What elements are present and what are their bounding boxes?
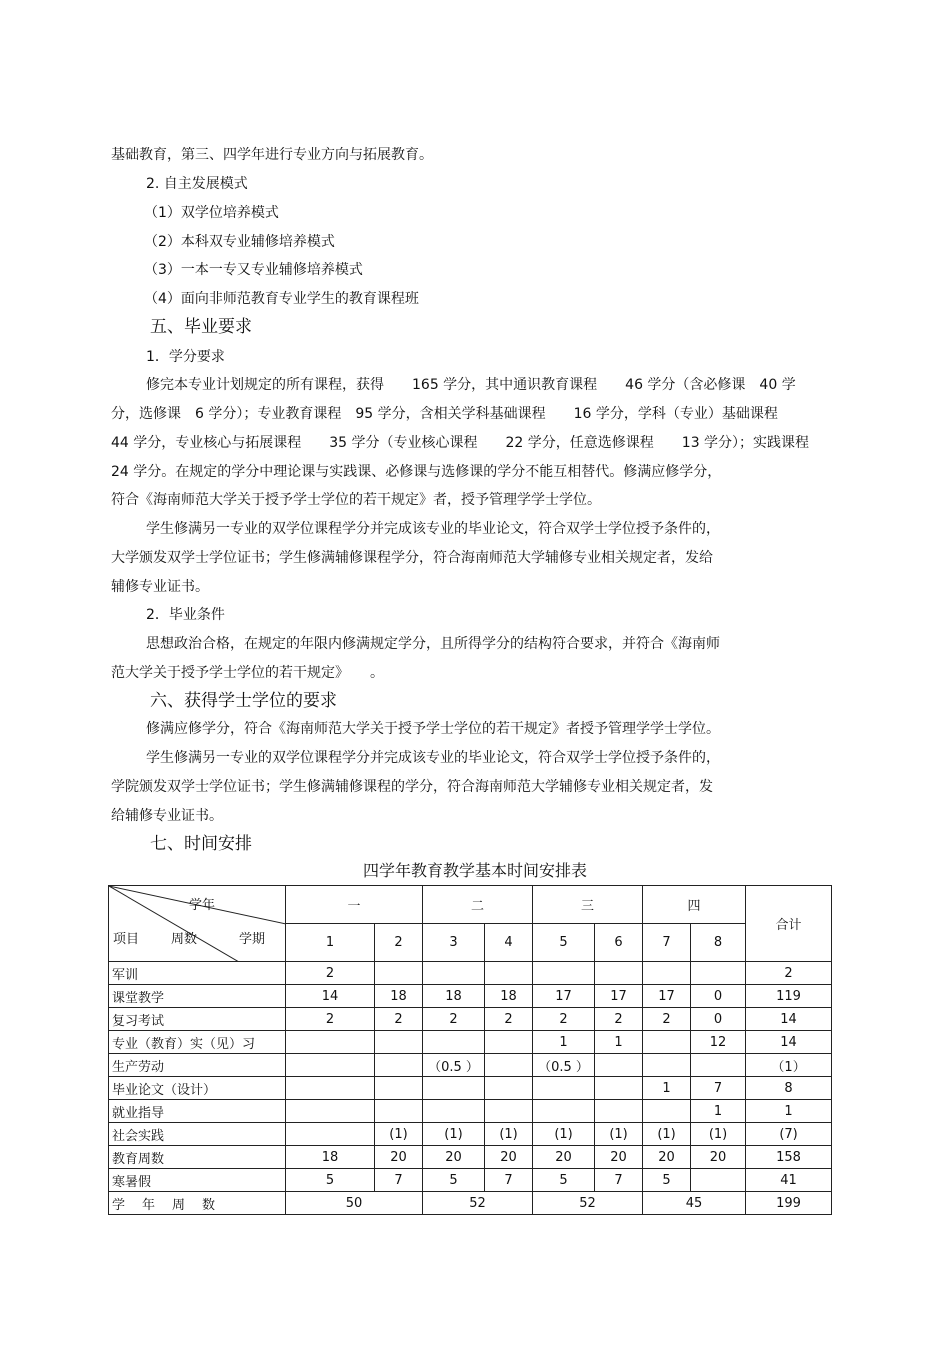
para-line: 分，选修课 6 学分）；专业教育课程 95 学分，含相关学科基础课程 16 学分，学科（专业）基础课程 [111,406,778,422]
para-line: 思想政治合格，在规定的年限内修满规定学分，且所得学分的结构符合要求，并符合《海南师 [146,636,720,652]
list-item: （3）一本一专又专业辅修培养模式 [144,262,363,278]
table-row [109,1123,832,1146]
year-header: 二 [423,886,533,924]
row-total: 1 [746,1100,832,1123]
year-header: 四 [643,886,746,924]
table-cell: 17 [595,985,643,1008]
table-cell [533,962,595,985]
table-cell: （0.5 ） [423,1054,485,1077]
table-cell: (1) [423,1123,485,1146]
row-label: 专业（教育）实（见）习 [109,1031,286,1054]
table-row [109,1100,832,1123]
table-cell [423,1077,485,1100]
year-weeks-cell: 50 [286,1192,423,1215]
table-cell [595,1077,643,1100]
section-heading-graduation: 五、毕业要求 [150,317,252,337]
corner-term-label: 学期 [239,932,266,947]
row-label: 复习考试 [109,1008,286,1031]
table-cell [643,1031,691,1054]
subheading-credits: 1．学分要求 [146,349,225,365]
table-cell: 2 [375,1008,423,1031]
subheading-conditions: 2．毕业条件 [146,607,225,623]
para-line: 学生修满另一专业的双学位课程学分并完成该专业的毕业论文，符合双学士学位授予条件的， [146,750,720,766]
table-cell: 7 [485,1169,533,1192]
row-label: 生产劳动 [109,1054,286,1077]
table-cell: 2 [286,1008,375,1031]
table-cell [375,1054,423,1077]
table-cell: (1) [691,1123,746,1146]
table-cell [595,1054,643,1077]
corner-item-label: 项目 [113,932,140,947]
term-header: 4 [485,924,533,962]
table-row [109,1054,832,1077]
term-header: 1 [286,924,375,962]
table-cell [485,1031,533,1054]
table-cell [286,1054,375,1077]
year-weeks-cell: 45 [643,1192,746,1215]
table-cell: 5 [533,1169,595,1192]
table-cell: 20 [423,1146,485,1169]
section-heading-schedule: 七、时间安排 [150,834,252,854]
term-header: 3 [423,924,485,962]
year-weeks-label: 学 年 周 数 [109,1192,286,1215]
table-cell: 17 [643,985,691,1008]
table-cell: 7 [691,1077,746,1100]
table-cell [423,1100,485,1123]
table-cell: 0 [691,985,746,1008]
para-line: 给辅修专业证书。 [111,808,223,824]
para-line: 学生修满另一专业的双学位课程学分并完成该专业的毕业论文，符合双学士学位授予条件的， [146,521,720,537]
table-cell: 20 [643,1146,691,1169]
para-line: 修完本专业计划规定的所有课程，获得 165 学分，其中通识教育课程 46 学分（含必修课 40 学 [146,377,796,393]
corner-weeks-label: 周数 [171,932,198,947]
para-line: 44 学分，专业核心与拓展课程 35 学分（专业核心课程 22 学分，任意选修课程 13 学分）；实践课程 [111,435,810,451]
table-cell [533,1077,595,1100]
row-total: 158 [746,1146,832,1169]
section-heading-degree: 六、获得学士学位的要求 [150,691,337,711]
table-cell [691,1054,746,1077]
row-total: 14 [746,1031,832,1054]
para-line: 学院颁发双学士学位证书；学生修满辅修课程的学分，符合海南师范大学辅修专业相关规定者，发 [111,779,713,795]
table-row [109,1169,832,1192]
table-cell [423,1031,485,1054]
row-label: 毕业论文（设计） [109,1077,286,1100]
table-row [109,962,832,985]
table-cell: 17 [533,985,595,1008]
table-row [109,985,832,1008]
table-cell: 12 [691,1031,746,1054]
row-total: （1） [746,1054,832,1077]
list-item: （1）双学位培养模式 [144,205,279,221]
table-title: 四学年教育教学基本时间安排表 [362,861,587,880]
corner-year-label: 学年 [189,898,216,913]
table-cell: 20 [595,1146,643,1169]
row-total: (7) [746,1123,832,1146]
table-cell: 2 [595,1008,643,1031]
para-line: 范大学关于授予学士学位的若干规定》 。 [111,665,384,681]
table-cell: (1) [533,1123,595,1146]
table-cell [595,962,643,985]
table-cell [533,1100,595,1123]
table-cell [691,1169,746,1192]
table-cell: 18 [286,1146,375,1169]
table-cell: 1 [691,1100,746,1123]
term-header: 7 [643,924,691,962]
row-total: 2 [746,962,832,985]
para-line: 基础教育，第三、四学年进行专业方向与拓展教育。 [111,147,433,163]
table-cell: 18 [375,985,423,1008]
table-cell: 20 [485,1146,533,1169]
table-cell: 2 [286,962,375,985]
list-item: （2）本科双专业辅修培养模式 [144,234,335,250]
row-total: 119 [746,985,832,1008]
table-cell: 7 [375,1169,423,1192]
table-cell [375,1100,423,1123]
table-cell: 18 [423,985,485,1008]
term-header: 5 [533,924,595,962]
table-row [109,1077,832,1100]
table-cell: 2 [423,1008,485,1031]
table-cell [595,1100,643,1123]
table-cell: 2 [533,1008,595,1031]
table-cell [423,962,485,985]
para-line: 符合《海南师范大学关于授予学士学位的若干规定》者，授予管理学学士学位。 [111,492,601,508]
table-cell: 18 [485,985,533,1008]
para-line: 辅修专业证书。 [111,579,209,595]
term-header: 8 [691,924,746,962]
row-label: 课堂教学 [109,985,286,1008]
table-cell [643,1054,691,1077]
table-cell [375,1031,423,1054]
term-header: 2 [375,924,423,962]
table-cell [691,962,746,985]
table-cell: 1 [643,1077,691,1100]
row-total: 8 [746,1077,832,1100]
table-cell: 2 [643,1008,691,1031]
table-cell: 20 [375,1146,423,1169]
table-cell: (1) [643,1123,691,1146]
table-cell [375,1077,423,1100]
table-cell [286,1077,375,1100]
year-header: 三 [533,886,643,924]
table-cell: 20 [691,1146,746,1169]
table-cell [375,962,423,985]
para-line: 修满应修学分，符合《海南师范大学关于授予学士学位的若干规定》者授予管理学学士学位。 [146,721,720,737]
row-label: 军训 [109,962,286,985]
row-label: 就业指导 [109,1100,286,1123]
table-cell: (1) [375,1123,423,1146]
para-line: 大学颁发双学士学位证书；学生修满辅修课程学分，符合海南师范大学辅修专业相关规定者，发给 [111,550,713,566]
table-cell: (1) [595,1123,643,1146]
para-line: 24 学分。在规定的学分中理论课与实践课、必修课与选修课的学分不能互相替代。修满应修学分， [111,464,722,480]
subheading-mode: 2. 自主发展模式 [146,176,248,192]
table-cell [485,1077,533,1100]
table-row [109,1146,832,1169]
row-label: 寒暑假 [109,1169,286,1192]
table-cell: （0.5 ） [533,1054,595,1077]
table-cell [643,1100,691,1123]
table-cell: 7 [595,1169,643,1192]
list-item: （4）面向非师范教育专业学生的教育课程班 [144,291,419,307]
table-cell: 1 [533,1031,595,1054]
total-header: 合计 [746,886,832,962]
table-cell [286,1123,375,1146]
table-cell [485,1054,533,1077]
schedule-table [108,885,832,1215]
table-cell [286,1031,375,1054]
table-cell: 5 [286,1169,375,1192]
table-cell: 5 [423,1169,485,1192]
term-header: 6 [595,924,643,962]
table-row [109,1008,832,1031]
table-cell: (1) [485,1123,533,1146]
table-cell: 20 [533,1146,595,1169]
table-cell: 14 [286,985,375,1008]
year-weeks-total: 199 [746,1192,832,1215]
year-weeks-cell: 52 [533,1192,643,1215]
table-cell [643,962,691,985]
table-cell: 1 [595,1031,643,1054]
table-cell: 2 [485,1008,533,1031]
year-weeks-cell: 52 [423,1192,533,1215]
table-cell [485,1100,533,1123]
corner-header [109,886,286,962]
year-header: 一 [286,886,423,924]
table-cell [485,962,533,985]
row-total: 14 [746,1008,832,1031]
table-cell: 0 [691,1008,746,1031]
row-label: 教育周数 [109,1146,286,1169]
table-cell: 5 [643,1169,691,1192]
row-total: 41 [746,1169,832,1192]
table-row [109,1031,832,1054]
row-label: 社会实践 [109,1123,286,1146]
table-cell [286,1100,375,1123]
